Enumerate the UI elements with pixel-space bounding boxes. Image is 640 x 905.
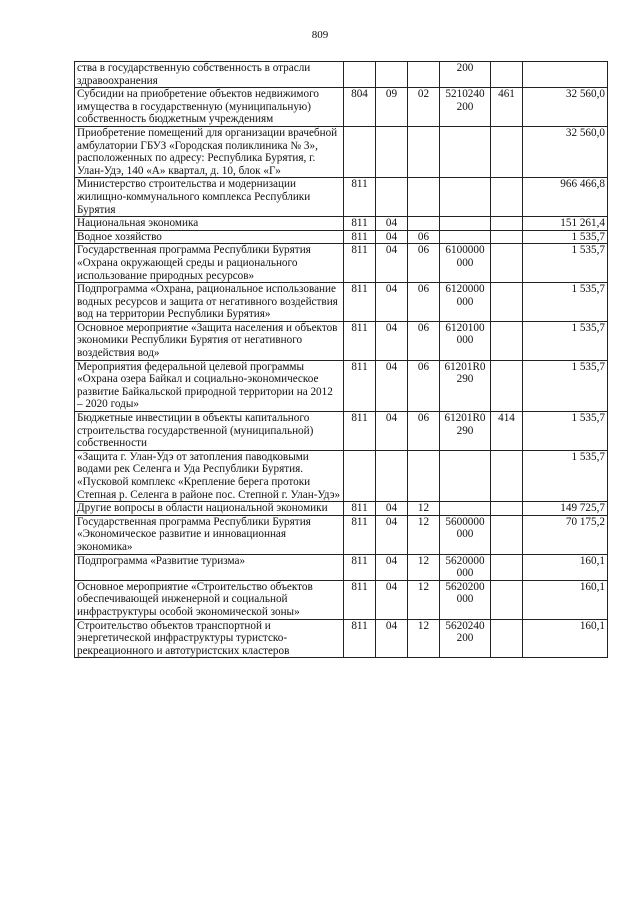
- section-code-cell: 04: [376, 554, 408, 580]
- target-article-cell: 200: [440, 62, 491, 88]
- ministry-code-cell: 811: [344, 502, 376, 516]
- table-row: [75, 178, 608, 217]
- item-name-cell: Подпрограмма «Развитие туризма»: [75, 554, 344, 580]
- expense-type-cell: [491, 580, 523, 619]
- amount-cell: 160,1: [523, 554, 608, 580]
- ministry-code-cell: 811: [344, 554, 376, 580]
- item-name-cell: ства в государственную собственность в отрасли здравоохранения: [75, 62, 344, 88]
- target-article-cell: 6120000 000: [440, 283, 491, 322]
- section-code-cell: 04: [376, 515, 408, 554]
- ministry-code-cell: 811: [344, 515, 376, 554]
- amount-cell: 32 560,0: [523, 88, 608, 127]
- item-name-cell: Основное мероприятие «Защита населения и объектов экономики Республики Бурятия от негативного воздействия вод»: [75, 321, 344, 360]
- table-row: [75, 502, 608, 516]
- ministry-code-cell: [344, 62, 376, 88]
- expense-type-cell: [491, 283, 523, 322]
- amount-cell: 1 535,7: [523, 244, 608, 283]
- target-article-cell: [440, 502, 491, 516]
- target-article-cell: 61201R0 290: [440, 412, 491, 451]
- target-article-cell: 6120100 000: [440, 321, 491, 360]
- item-name-cell: Национальная экономика: [75, 217, 344, 231]
- table-row: [75, 360, 608, 411]
- section-code-cell: [376, 62, 408, 88]
- item-name-cell: Государственная программа Республики Бурятия «Охрана окружающей среды и рационального использование природных ресурсов»: [75, 244, 344, 283]
- amount-cell: 151 261,4: [523, 217, 608, 231]
- target-article-cell: 5620240 200: [440, 619, 491, 658]
- target-article-cell: [440, 178, 491, 217]
- ministry-code-cell: 811: [344, 178, 376, 217]
- item-name-cell: Бюджетные инвестиции в объекты капитального строительства государственной (муниципальной) собственности: [75, 412, 344, 451]
- amount-cell: 1 535,7: [523, 321, 608, 360]
- target-article-cell: 6100000 000: [440, 244, 491, 283]
- section-code-cell: [376, 178, 408, 217]
- item-name-cell: Подпрограмма «Охрана, рациональное использование водных ресурсов и защита от негативного воздействия вод на территории Республики Бурятия»: [75, 283, 344, 322]
- ministry-code-cell: [344, 126, 376, 177]
- section-code-cell: [376, 450, 408, 501]
- table-row: [75, 554, 608, 580]
- item-name-cell: Строительство объектов транспортной и энергетической инфраструктуры туристско-рекреационного и автотуристских кластеров: [75, 619, 344, 658]
- expense-type-cell: [491, 502, 523, 516]
- target-article-cell: [440, 450, 491, 501]
- ministry-code-cell: 811: [344, 360, 376, 411]
- subsection-code-cell: 12: [408, 502, 440, 516]
- item-name-cell: «Защита г. Улан-Удэ от затопления паводковыми водами рек Селенга и Уда Республики Бурятия. «Пусковой комплекс «Крепление берега протоки Степная р. Селенга в районе пос. Степной г. Улан-Удэ»: [75, 450, 344, 501]
- table-row: [75, 619, 608, 658]
- subsection-code-cell: 12: [408, 554, 440, 580]
- table-row: [75, 217, 608, 231]
- subsection-code-cell: 02: [408, 88, 440, 127]
- section-code-cell: 04: [376, 230, 408, 244]
- table-row: [75, 580, 608, 619]
- subsection-code-cell: 06: [408, 230, 440, 244]
- amount-cell: 160,1: [523, 619, 608, 658]
- table-row: [75, 515, 608, 554]
- subsection-code-cell: 06: [408, 244, 440, 283]
- ministry-code-cell: 804: [344, 88, 376, 127]
- subsection-code-cell: [408, 178, 440, 217]
- target-article-cell: [440, 217, 491, 231]
- page-number: 809: [311, 29, 329, 41]
- item-name-cell: Мероприятия федеральной целевой программы «Охрана озера Байкал и социально-экономическое развитие Байкальской природной территории на 2012 – 2020 годы»: [75, 360, 344, 411]
- amount-cell: 966 466,8: [523, 178, 608, 217]
- subsection-code-cell: 06: [408, 283, 440, 322]
- table-row: [75, 62, 608, 88]
- table-row: [75, 450, 608, 501]
- amount-cell: 32 560,0: [523, 126, 608, 177]
- table-row: [75, 244, 608, 283]
- budget-table-body: [75, 62, 608, 658]
- section-code-cell: 04: [376, 360, 408, 411]
- expense-type-cell: 461: [491, 88, 523, 127]
- target-article-cell: 5620200 000: [440, 580, 491, 619]
- expense-type-cell: [491, 178, 523, 217]
- expense-type-cell: [491, 360, 523, 411]
- item-name-cell: Водное хозяйство: [75, 230, 344, 244]
- expense-type-cell: [491, 515, 523, 554]
- ministry-code-cell: 811: [344, 283, 376, 322]
- budget-table: [74, 61, 608, 658]
- section-code-cell: 04: [376, 321, 408, 360]
- table-row: [75, 126, 608, 177]
- subsection-code-cell: 12: [408, 515, 440, 554]
- table-row: [75, 412, 608, 451]
- section-code-cell: 04: [376, 502, 408, 516]
- ministry-code-cell: 811: [344, 244, 376, 283]
- item-name-cell: Субсидии на приобретение объектов недвижимого имущества в государственную (муниципальную) собственность бюджетным учреждениям: [75, 88, 344, 127]
- expense-type-cell: [491, 554, 523, 580]
- item-name-cell: Основное мероприятие «Строительство объектов обеспечивающей инженерной и социальной инфраструктуры особой экономической зоны»: [75, 580, 344, 619]
- section-code-cell: 09: [376, 88, 408, 127]
- amount-cell: 70 175,2: [523, 515, 608, 554]
- ministry-code-cell: 811: [344, 230, 376, 244]
- expense-type-cell: [491, 619, 523, 658]
- table-row: [75, 283, 608, 322]
- amount-cell: 1 535,7: [523, 360, 608, 411]
- ministry-code-cell: 811: [344, 619, 376, 658]
- section-code-cell: 04: [376, 244, 408, 283]
- subsection-code-cell: 06: [408, 412, 440, 451]
- item-name-cell: Министерство строительства и модернизации жилищно-коммунального комплекса Республики Бурятия: [75, 178, 344, 217]
- section-code-cell: 04: [376, 619, 408, 658]
- target-article-cell: 61201R0 290: [440, 360, 491, 411]
- ministry-code-cell: [344, 450, 376, 501]
- amount-cell: 1 535,7: [523, 230, 608, 244]
- expense-type-cell: 414: [491, 412, 523, 451]
- subsection-code-cell: [408, 62, 440, 88]
- subsection-code-cell: 12: [408, 580, 440, 619]
- amount-cell: 1 535,7: [523, 412, 608, 451]
- expense-type-cell: [491, 450, 523, 501]
- expense-type-cell: [491, 321, 523, 360]
- amount-cell: 160,1: [523, 580, 608, 619]
- target-article-cell: 5620000 000: [440, 554, 491, 580]
- expense-type-cell: [491, 217, 523, 231]
- subsection-code-cell: 12: [408, 619, 440, 658]
- target-article-cell: [440, 230, 491, 244]
- subsection-code-cell: 06: [408, 321, 440, 360]
- item-name-cell: Другие вопросы в области национальной экономики: [75, 502, 344, 516]
- expense-type-cell: [491, 62, 523, 88]
- ministry-code-cell: 811: [344, 217, 376, 231]
- section-code-cell: 04: [376, 283, 408, 322]
- subsection-code-cell: [408, 217, 440, 231]
- item-name-cell: Государственная программа Республики Бурятия «Экономическое развитие и инновационная экономика»: [75, 515, 344, 554]
- amount-cell: 1 535,7: [523, 450, 608, 501]
- amount-cell: [523, 62, 608, 88]
- table-row: [75, 88, 608, 127]
- section-code-cell: 04: [376, 412, 408, 451]
- section-code-cell: 04: [376, 580, 408, 619]
- subsection-code-cell: 06: [408, 360, 440, 411]
- ministry-code-cell: 811: [344, 321, 376, 360]
- target-article-cell: [440, 126, 491, 177]
- section-code-cell: [376, 126, 408, 177]
- expense-type-cell: [491, 244, 523, 283]
- amount-cell: 149 725,7: [523, 502, 608, 516]
- expense-type-cell: [491, 230, 523, 244]
- section-code-cell: 04: [376, 217, 408, 231]
- subsection-code-cell: [408, 450, 440, 501]
- ministry-code-cell: 811: [344, 412, 376, 451]
- table-row: [75, 230, 608, 244]
- item-name-cell: Приобретение помещений для организации врачебной амбулатории ГБУЗ «Городская поликлиника № 3», расположенных по адресу: Республика Бурятия, г. Улан-Удэ, 140 «А» квартал, д. 10, блок «Г»: [75, 126, 344, 177]
- table-row: [75, 321, 608, 360]
- expense-type-cell: [491, 126, 523, 177]
- target-article-cell: 5600000 000: [440, 515, 491, 554]
- ministry-code-cell: 811: [344, 580, 376, 619]
- target-article-cell: 5210240 200: [440, 88, 491, 127]
- amount-cell: 1 535,7: [523, 283, 608, 322]
- subsection-code-cell: [408, 126, 440, 177]
